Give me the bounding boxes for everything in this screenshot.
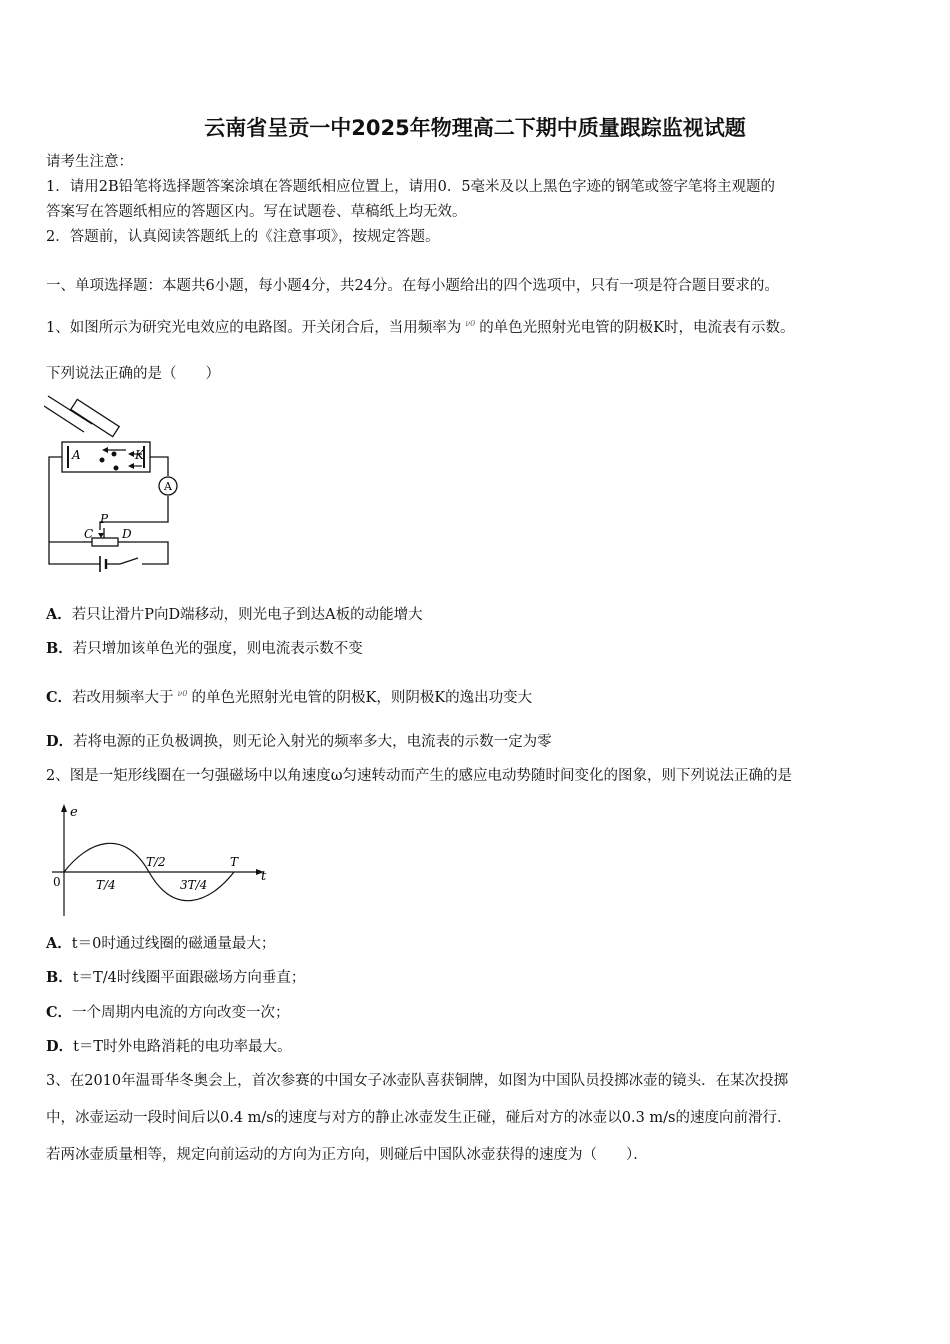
tick-3t4: 3T/4 (180, 878, 208, 892)
notice-item-1b: 答案写在答题纸相应的答题区内。写在试题卷、草稿纸上均无效。 (46, 204, 467, 220)
option-label: D． (46, 1038, 74, 1055)
photoelectric-circuit-figure (44, 392, 184, 574)
tick-t4: T/4 (96, 878, 116, 892)
emf-time-graph (44, 800, 274, 922)
option-text: t＝T时外电路消耗的电功率最大。 (73, 1039, 292, 1055)
axis-label-e: e (70, 805, 78, 820)
notice-item-1a: 1．请用2B铅笔将选择题答案涂填在答题纸相应位置上，请用0．5毫米及以上黑色字迹的钢笔或签字笔将主观题的 (46, 179, 776, 195)
light-source-tube (71, 399, 119, 436)
option-text: t＝0时通过线圈的磁通量最大； (71, 936, 276, 952)
notice-heading: 请考生注意： (46, 154, 133, 170)
q1-option-b (46, 639, 363, 659)
q2-option-b (46, 968, 305, 988)
option-label: D． (46, 733, 74, 750)
nu-symbol: ν0 (465, 319, 476, 328)
page-title: 云南省呈贡一中2025年物理高二下期中质量跟踪监视试题 (204, 116, 746, 140)
option-text: 一个周期内电流的方向改变一次； (72, 1005, 290, 1021)
option-label: B． (46, 969, 73, 986)
notice-item-2: 2．答题前，认真阅读答题纸上的《注意事项》，按规定答题。 (46, 229, 440, 245)
q1-option-a (46, 605, 423, 625)
option-label: C． (46, 688, 73, 706)
origin-label: 0 (53, 875, 61, 889)
nu-symbol: ν0 (177, 689, 188, 698)
option-label: A． (46, 606, 72, 623)
tick-t2: T/2 (146, 855, 166, 869)
tick-T: T (230, 855, 239, 869)
option-text: 若只增加该单色光的强度，则电流表示数不变 (72, 641, 363, 657)
option-text-b: 的单色光照射光电管的阴极K，则阴极K的逸出功变大 (191, 689, 533, 706)
plate-a-label: A (72, 448, 81, 462)
q2-stem: 2、图是一矩形线圈在一匀强磁场中以角速度ω匀速转动而产生的感应电动势随时间变化的图象，则下列说法正确的是 (46, 768, 793, 784)
q2-option-c (46, 1003, 290, 1023)
q2-option-d (46, 1037, 292, 1057)
rheostat (92, 538, 118, 546)
q2-option-a (46, 934, 275, 954)
q1-option-c (46, 684, 532, 708)
option-label: A． (46, 935, 72, 952)
electron-dot (112, 452, 117, 457)
q3-stem-line2: 中，冰壶运动一段时间后以0.4 m/s的速度与对方的静止冰壶发生正碰，碰后对方的冰壶以0.3 m/s的速度向前滑行． (46, 1110, 792, 1126)
axis-label-t: t (261, 869, 267, 884)
q1-stem-a: 1、如图所示为研究光电效应的电路图。开关闭合后，当用频率为 (46, 319, 462, 336)
option-text-a: 若改用频率大于 (72, 689, 174, 706)
electron-dot (114, 466, 119, 471)
option-text: t＝T/4时线圈平面跟磁场方向垂直； (72, 970, 306, 986)
end-d-label: D (122, 527, 132, 541)
electron-dot (100, 458, 105, 463)
q1-stem (46, 314, 795, 338)
slider-p-label: P (100, 512, 109, 526)
option-text: 若将电源的正负极调换，则无论入射光的频率多大，电流表的示数一定为零 (73, 734, 552, 750)
q1-stem-b: 的单色光照射光电管的阴极K时，电流表有示数。 (479, 319, 795, 336)
ammeter-label: A (164, 480, 172, 493)
q3-stem-line3: 若两冰壶质量相等，规定向前运动的方向为正方向，则碰后中国队冰壶获得的速度为（ ）． (46, 1147, 648, 1163)
q3-stem-line1: 3、在2010年温哥华冬奥会上，首次参赛的中国女子冰壶队喜获铜牌，如图为中国队员投掷冰壶的镜头．在某次投掷 (46, 1073, 789, 1089)
end-c-label: C (84, 527, 94, 541)
q1-stem-c: 下列说法正确的是（ ） (46, 366, 220, 382)
option-label: C． (46, 1004, 73, 1021)
option-text: 若只让滑片P向D端移动，则光电子到达A板的动能增大 (71, 607, 423, 623)
section-heading: 一、单项选择题：本题共6小题，每小题4分，共24分。在每小题给出的四个选项中，只有一项是符合题目要求的。 (46, 278, 779, 294)
option-label: B． (46, 640, 73, 657)
cathode-k-label: K (135, 448, 144, 462)
q1-option-d (46, 732, 552, 752)
